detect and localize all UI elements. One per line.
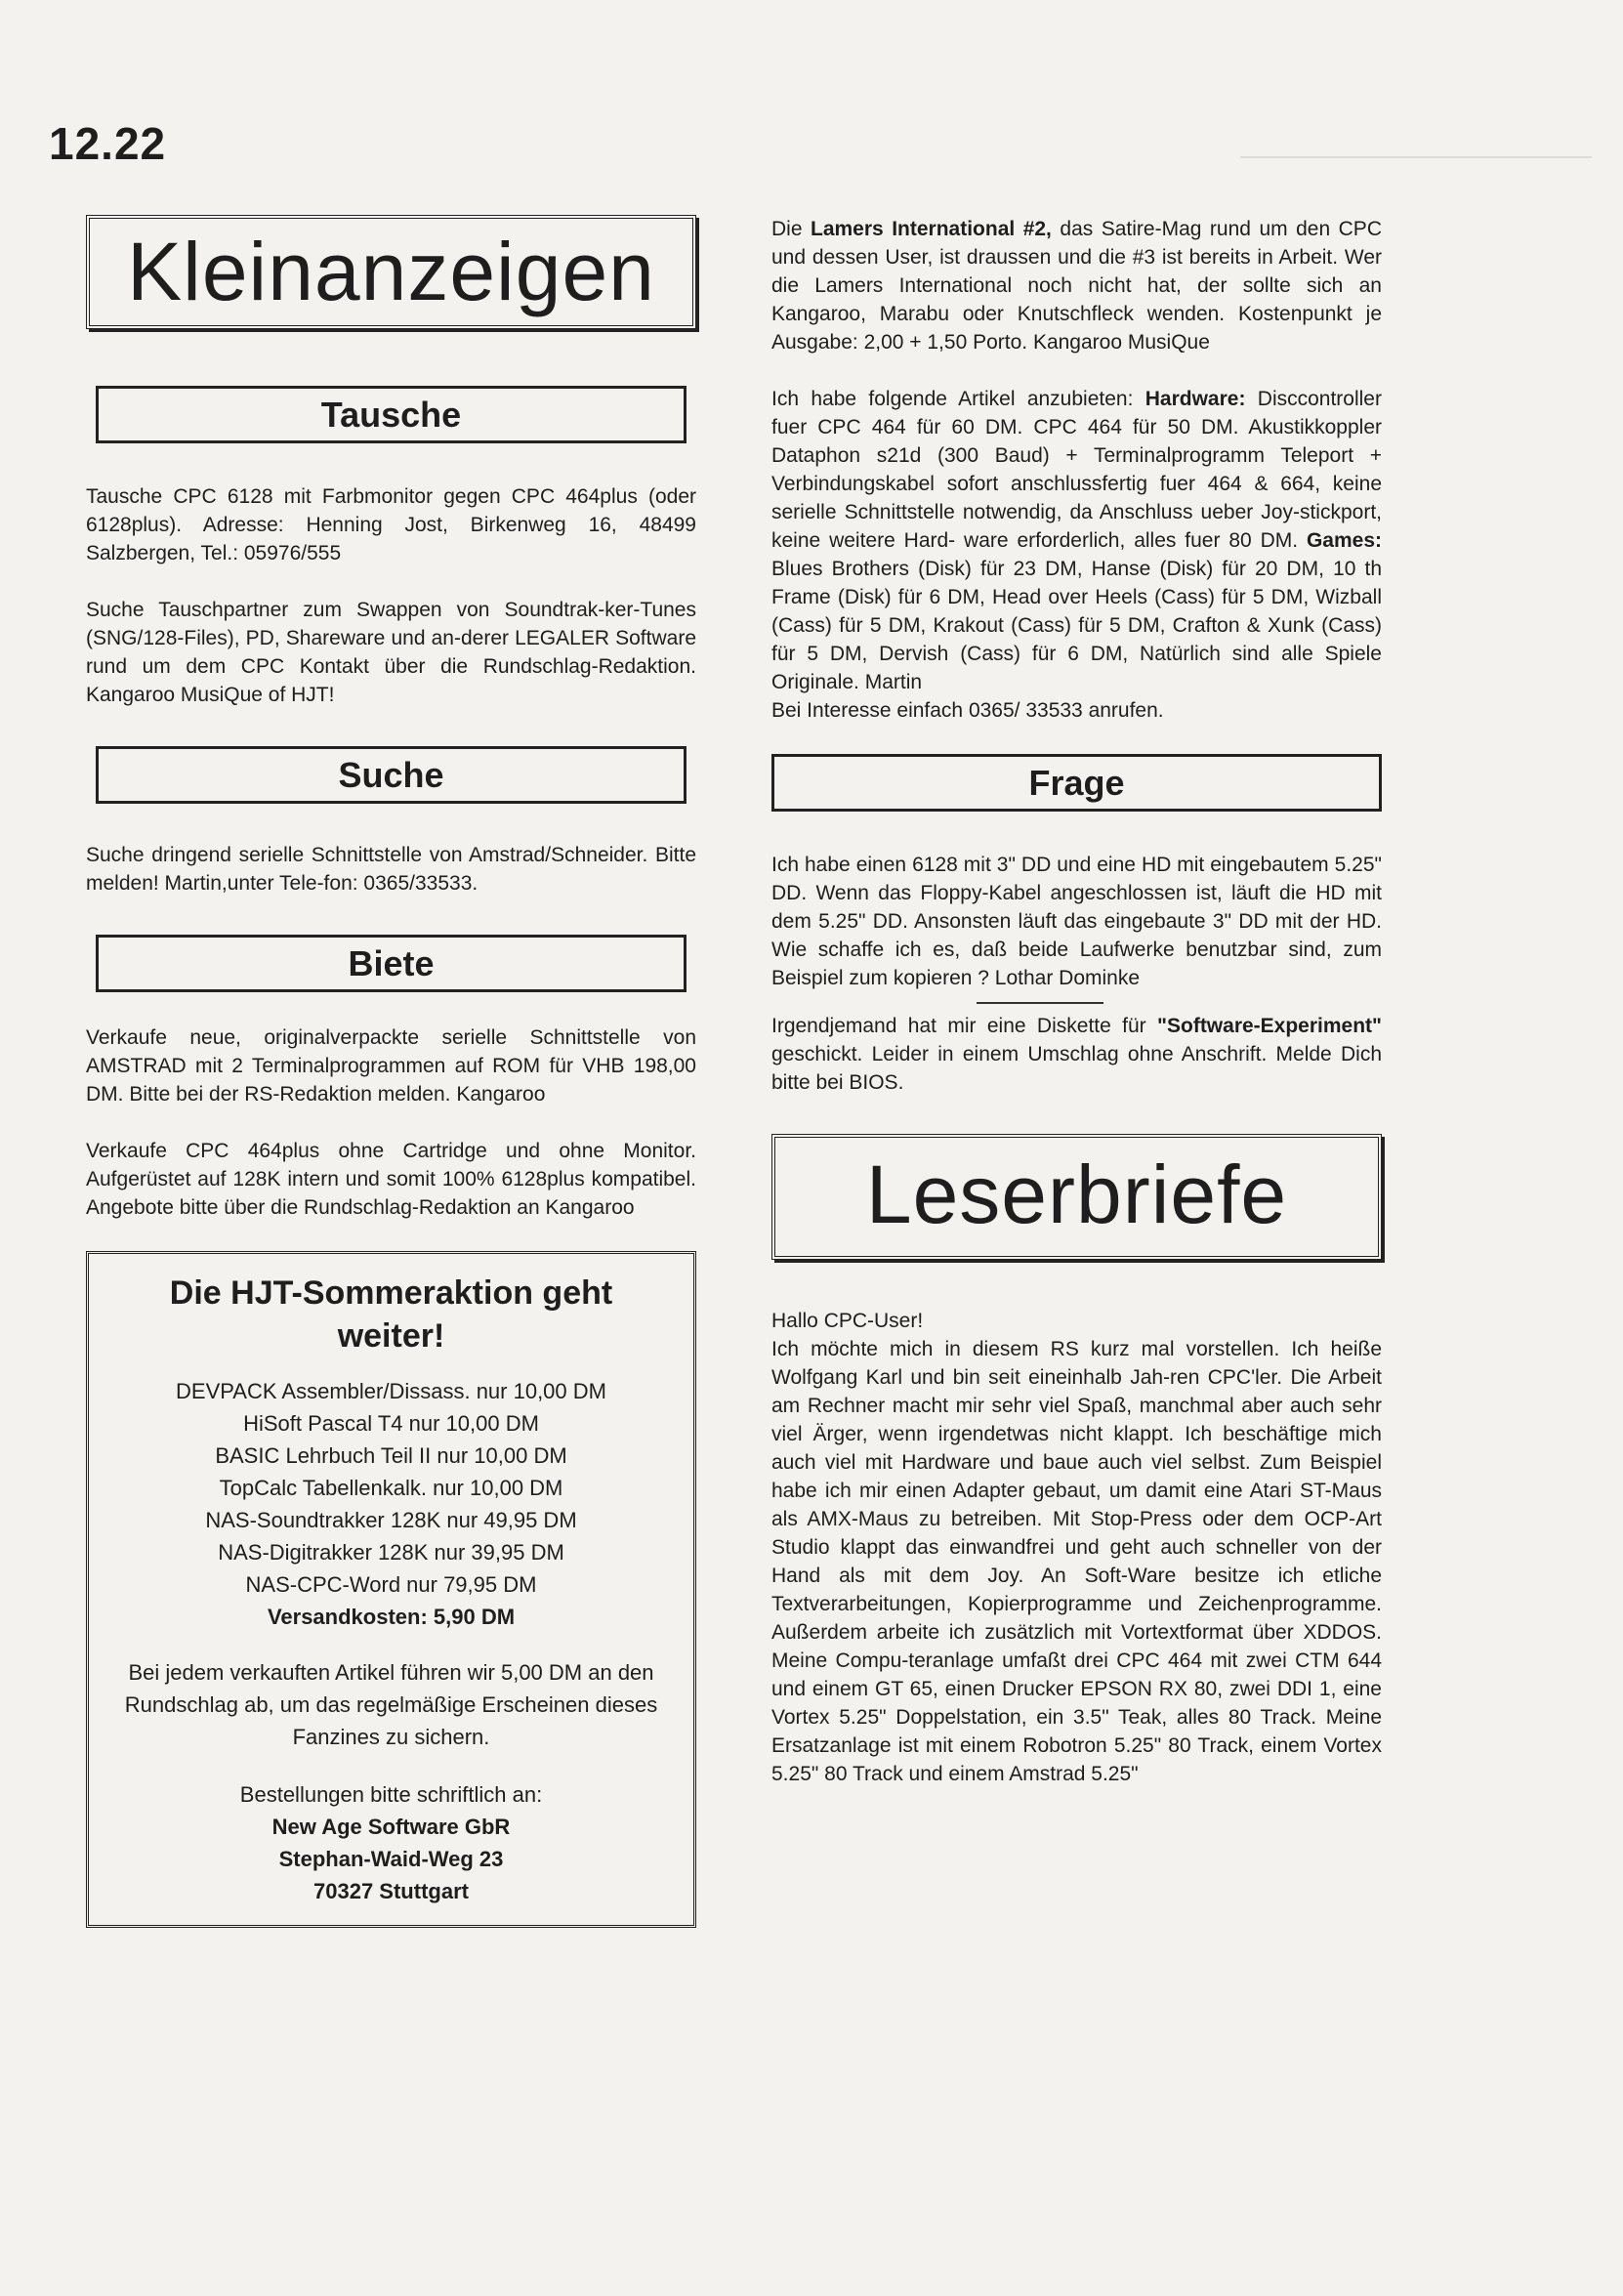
promo-order-intro: Bestellungen bitte schriftlich an: xyxy=(239,1781,543,1807)
right-column xyxy=(771,215,1382,1788)
frage-paragraph-2 xyxy=(771,1012,1382,1097)
bleed-through-line xyxy=(1240,156,1592,197)
lamers-paragraph xyxy=(771,215,1382,356)
offer-pre: Ich habe folgende Artikel anzubieten: xyxy=(771,388,1145,410)
promo-item: DEVPACK Assembler/Dissass. nur 10,00 DM xyxy=(176,1378,606,1403)
offer-games-text: Blues Brothers (Disk) für 23 DM, Hanse (Disk) für 20 DM, 10 th Frame (Disk) für 6 DM, Head over Heels (Cass) für 5 DM, Wizball (Cass) für 5 DM, Krakout (Cass) für 5 DM, Crafton & Xunk (Cass) für 5 DM, Dervish (Cass) für 6 DM, Natürlich sind alle Spiele Originale. Martin xyxy=(771,558,1382,693)
promo-item: NAS-Digitrakker 128K nur 39,95 DM xyxy=(218,1539,564,1565)
frage-heading: Frage xyxy=(771,754,1382,812)
promo-city: 70327 Stuttgart xyxy=(313,1878,469,1903)
frage-p2-pre: Irgendjemand hat mir eine Diskette für xyxy=(771,1015,1158,1037)
biete-paragraph-1: Verkaufe neue, originalverpackte serielle Schnittstelle von AMSTRAD mit 2 Terminalprogrammen auf ROM für VHB 198,00 DM. Bitte bei der RS-Redaktion melden. Kangaroo xyxy=(86,1025,696,1106)
suche-paragraph: Suche dringend serielle Schnittstelle von Amstrad/Schneider. Bitte melden! Martin,unter Tele-fon: 0365/33533. xyxy=(86,843,696,895)
promo-company: New Age Software GbR xyxy=(271,1814,511,1839)
promo-item: BASIC Lehrbuch Teil II nur 10,00 DM xyxy=(215,1442,567,1468)
frage-p2-bold: "Software-Experiment" xyxy=(1157,1015,1382,1037)
lamers-post: das Satire-Mag rund um den CPC und dessen User, ist draussen und die #3 ist bereits in Arbeit. Wer die Lamers International noch nicht hat, der sollte sich an Kangaroo, Marabu oder Knutschfleck wenden. Kostenpunkt je Ausgabe: 2,00 + 1,50 Porto. Kangaroo MusiQue xyxy=(771,218,1382,354)
promo-item: HiSoft Pascal T4 nur 10,00 DM xyxy=(243,1410,539,1436)
tausche-paragraph-2: Suche Tauschpartner zum Swappen von Soundtrak-ker-Tunes (SNG/128-Files), PD, Shareware und an-derer LEGALER Software rund um dem CPC Kontakt über die Rundschlag-Redaktion. Kangaroo MusiQue of HJT! xyxy=(86,598,696,706)
offer-hardware-text: Disccontroller fuer CPC 464 für 60 DM. CPC 464 für 50 DM. Akustikkoppler Dataphon s21d (300 Baud) + Terminalprogramm Teleport + Verbindungskabel sofort anschlussfertig fuer 464 & 664, keine serielle Schnittstelle notwendig, da Anschluss ueber Joy-stickport, keine weitere Hard- ware erforderlich, alles fuer 80 DM. xyxy=(771,388,1382,552)
biete-paragraph-2: Verkaufe CPC 464plus ohne Cartridge und ohne Monitor. Aufgerüstet auf 128K intern und somit 100% 6128plus kompatibel. Angebote bitte über die Rundschlag-Redaktion an Kangaroo xyxy=(86,1139,696,1219)
frage-paragraph-1: Ich habe einen 6128 mit 3" DD und eine HD mit eingebautem 5.25" DD. Wenn das Floppy-Kabel angeschlossen ist, läuft die HD mit dem 5.25" DD. Ansonsten läuft das eingebaute 3" DD mit der HD. Wie schaffe ich es, daß beide Laufwerke benutzbar sind, zum Beispiel zum kopieren ? Lothar Dominke xyxy=(771,854,1382,989)
frage-divider xyxy=(977,1002,1103,1004)
promo-item: NAS-Soundtrakker 128K nur 49,95 DM xyxy=(205,1507,577,1532)
promo-order-info xyxy=(108,1778,674,1907)
promo-shipping: Versandkosten: 5,90 DM xyxy=(267,1604,516,1629)
tausche-heading: Tausche xyxy=(96,386,687,443)
kleinanzeigen-title: Kleinanzeigen xyxy=(86,215,696,329)
promo-item: NAS-CPC-Word nur 79,95 DM xyxy=(245,1571,537,1597)
lamers-bold: Lamers International #2, xyxy=(811,218,1052,240)
promo-note: Bei jedem verkauften Artikel führen wir 5,00 DM an den Rundschlag ab, um das regelmäßige Erscheinen dieses Fanzines zu sichern. xyxy=(124,1659,658,1749)
sommeraktion-box xyxy=(86,1251,696,1928)
leserbriefe-body: Ich möchte mich in diesem RS kurz mal vorstellen. Ich heiße Wolfgang Karl und bin seit eineinhalb Jah-ren CPC'ler. Die Arbeit am Rechner macht mir sehr viel Spaß, manchmal aber auch sehr viel Ärger, wenn irgendetwas nicht klappt. Ich beschäftige mich auch viel mit Hardware und baue auch viel selbst. Zum Beispiel habe ich mir einen Adapter gebaut, um damit eine Atari ST-Maus als AMX-Maus zu betreiben. Mit Stop-Press oder dem OCP-Art Studio klappt das einwandfrei und geht auch schneller von der Hand als mit dem Joy. An Soft-Ware besitze ich etliche Textverarbeitungen, Kopierprogramme und Zeichenprogramme. Außerdem arbeite ich zusätzlich mit Vortextformat über XDDOS. Meine Compu-teranlage umfaßt drei CPC 464 mit zwei CTM 644 und einem GT 65, einen Drucker EPSON RX 80, zwei DDI 1, eine Vortex 5.25" Doppelstation, ein 3.5" Teak, alles 80 Track. Meine Ersatzanlage ist mit einem Robotron 5.25" 80 Track, einem Vortex 5.25" 80 Track und einem Amstrad 5.25" xyxy=(771,1337,1382,1785)
offer-hardware-label: Hardware: xyxy=(1144,388,1246,410)
lamers-pre: Die xyxy=(771,218,811,240)
left-column xyxy=(86,215,696,1928)
promo-title-line-2: weiter! xyxy=(337,1316,445,1355)
promo-title-line-1: Die HJT-Sommeraktion geht xyxy=(169,1273,613,1312)
page-number: 12.22 xyxy=(49,118,167,169)
promo-item-list xyxy=(108,1375,674,1633)
promo-street: Stephan-Waid-Weg 23 xyxy=(278,1846,504,1871)
offer-paragraph xyxy=(771,385,1382,696)
frage-p2-post: geschickt. Leider in einem Umschlag ohne Anschrift. Melde Dich bitte bei BIOS. xyxy=(771,1043,1382,1094)
promo-item: TopCalc Tabellenkalk. nur 10,00 DM xyxy=(219,1475,563,1500)
leserbriefe-title: Leserbriefe xyxy=(771,1134,1382,1260)
promo-title xyxy=(108,1272,674,1357)
biete-heading: Biete xyxy=(96,935,687,992)
leserbriefe-greeting: Hallo CPC-User! xyxy=(771,1309,924,1332)
tausche-paragraph-1: Tausche CPC 6128 mit Farbmonitor gegen CPC 464plus (oder 6128plus). Adresse: Henning Jost, Birkenweg 16, 48499 Salzbergen, Tel.: 05976/555 xyxy=(86,484,696,564)
suche-heading: Suche xyxy=(96,746,687,804)
offer-contact: Bei Interesse einfach 0365/ 33533 anrufen. xyxy=(771,699,1164,722)
offer-games-label: Games: xyxy=(1306,529,1382,552)
